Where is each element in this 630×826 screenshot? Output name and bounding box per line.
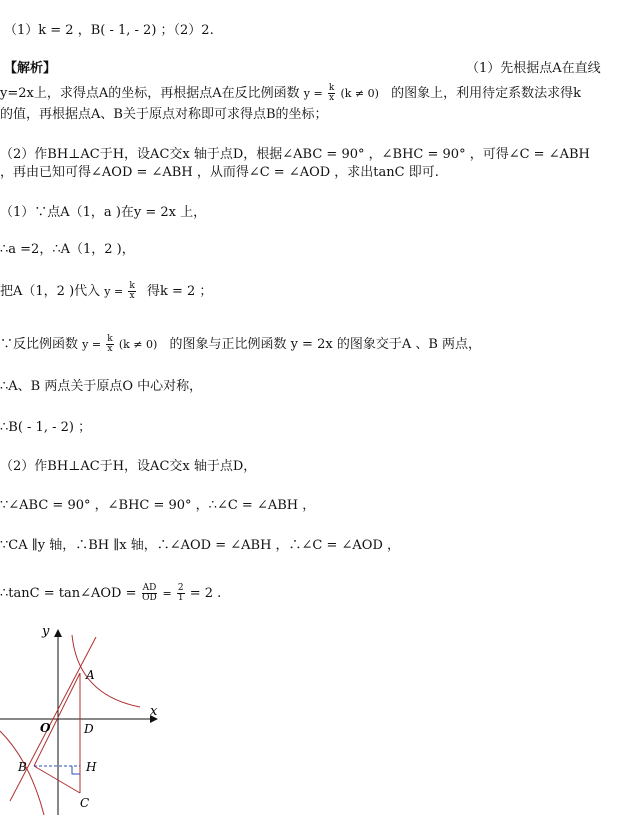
y-equals: y = xyxy=(303,87,323,100)
analysis-line3: 的值，再根据点A、B关于原点对称即可求得点B的坐标； xyxy=(0,107,328,122)
y-axis-arrow xyxy=(54,629,62,637)
solution-step-3-a: 把A（1，2 )代入 xyxy=(0,284,101,299)
k-condition-2: (k ≠ 0) xyxy=(118,338,158,351)
label-h: H xyxy=(86,760,97,774)
solution-step-2: ∴a =2，∴A（1，2 )， xyxy=(0,242,135,257)
label-b: B xyxy=(18,760,27,774)
hyperbola-branch-first-quadrant xyxy=(72,635,140,707)
solution-step-5: ∴A、B 两点关于原点O 中心对称， xyxy=(0,379,203,394)
solution-step-1: （1）∵点A（1，a )在y = 2x 上， xyxy=(0,205,207,220)
label-d: D xyxy=(84,722,94,736)
solution-step-4 xyxy=(0,335,481,354)
analysis-line5: ，再由已知可得∠AOD = ∠ABH ，从而得∠C = ∠AOD ，求出tanC 即可. xyxy=(0,165,439,180)
solution-step-10-a: ∴tanC = tan∠AOD = xyxy=(0,586,137,601)
k-over-x-fraction: $\frac{k}{x}$ xyxy=(328,83,335,103)
solution-step-10-b: = 2 . xyxy=(189,586,222,601)
analysis-part1-intro: （1）先根据点A在直线 xyxy=(466,61,601,76)
label-a: A xyxy=(86,668,95,682)
k-condition: (k ≠ 0) xyxy=(340,87,379,100)
label-y: y xyxy=(42,624,50,639)
analysis-line4: （2）作BH⊥AC于H，设AC交x 轴于点D，根据∠ABC = 90° ，∠BHC = 90° ，可得∠C = ∠ABH xyxy=(0,147,590,162)
y-equals-3: y = xyxy=(82,338,102,351)
analysis-heading: 【解析】 xyxy=(4,61,57,76)
solution-step-8: ∵∠ABC = 90° ，∠BHC = 90° ，∴∠C = ∠ABH ， xyxy=(0,498,316,513)
label-o: O xyxy=(40,721,51,735)
solution-step-4-a: ∵反比例函数 xyxy=(0,337,79,352)
solution-step-7: （2）作BH⊥AC于H，设AC交x 轴于点D， xyxy=(0,459,257,474)
label-c: C xyxy=(80,796,90,810)
ad-over-od-fraction: $\frac{AD}{OD}$ xyxy=(142,583,157,603)
solution-step-3-b: 得k = 2 ； xyxy=(146,284,213,299)
analysis-line2-a: y=2x上，求得点A的坐标，再根据点A在反比例函数 xyxy=(0,86,300,101)
solution-step-10: ∴tanC = tan∠AOD = $\frac{AD}{OD}$ = $\frac{2}{1}$ = 2 . xyxy=(0,583,222,603)
solution-step-3 xyxy=(0,282,212,301)
y-equals-2: y = xyxy=(104,285,124,298)
analysis-line2-b: 的图象上，利用待定系数法求得k xyxy=(391,86,581,101)
solution-step-6: ∴B( - 1, - 2) ； xyxy=(0,420,92,435)
line-bc xyxy=(34,766,80,793)
two-over-one-fraction: $\frac{2}{1}$ xyxy=(177,583,184,603)
answer-line: （1）k = 2 ，B( - 1, - 2) ；（2）2. xyxy=(4,23,214,38)
right-angle-mark xyxy=(72,766,80,774)
label-x: x xyxy=(150,704,158,719)
analysis-line2 xyxy=(0,84,581,103)
k-over-x-fraction-2: $\frac{k}{x}$ xyxy=(129,281,135,301)
solution-step-9: ∵CA ∥y 轴，∴BH ∥x 轴，∴∠AOD = ∠ABH ，∴∠C = ∠AOD ， xyxy=(0,538,401,553)
coordinate-figure xyxy=(0,615,180,815)
solution-step-4-b: 的图象与正比例函数 y = 2x 的图象交于A 、B 两点， xyxy=(169,337,482,352)
k-over-x-fraction-3: $\frac{k}{x}$ xyxy=(107,334,113,354)
